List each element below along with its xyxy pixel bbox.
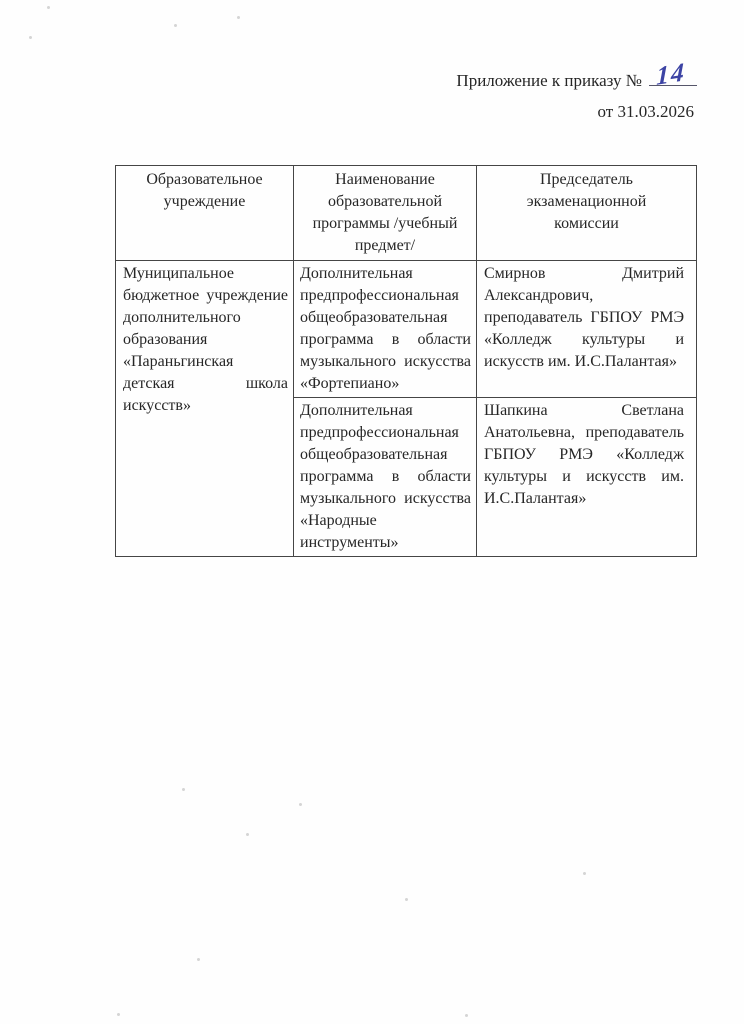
table-header-row bbox=[116, 166, 697, 261]
scan-speck bbox=[299, 803, 302, 806]
scan-speck bbox=[197, 958, 200, 961]
chair-cell: Смирнов Дмитрий Александрович, преподаватель ГБПОУ РМЭ «Колледж культуры и искусств им. И.С.Палантая» bbox=[477, 261, 697, 398]
header-program: Наименование образовательной программы /учебный предмет/ bbox=[294, 166, 477, 261]
chair-cell: Шапкина Светлана Анатольевна, преподаватель ГБПОУ РМЭ «Колледж культуры и искусств им. И.С.Палантая» bbox=[477, 398, 697, 557]
scan-speck bbox=[29, 36, 32, 39]
handwritten-order-number: 14 bbox=[655, 56, 687, 92]
scan-speck bbox=[246, 833, 249, 836]
order-date: от 31.03.2026 bbox=[597, 102, 694, 121]
header-institution: Образовательное учреждение bbox=[116, 166, 294, 261]
institution-cell: Муниципальное бюджетное учреждение дополнительного образования «Параньгинская детская школа искусств» bbox=[116, 261, 294, 557]
header-chair: Председатель экзаменационной комиссии bbox=[477, 166, 697, 261]
order-number-underline bbox=[649, 56, 697, 92]
scan-speck bbox=[405, 898, 408, 901]
appendix-label: Приложение к приказу № bbox=[456, 71, 642, 90]
scan-speck bbox=[465, 1014, 468, 1017]
exam-committee-table bbox=[115, 165, 697, 557]
program-cell: Дополнительная предпрофессиональная общеобразовательная программа в области музыкального искусства «Фортепиано» bbox=[294, 261, 477, 398]
scan-speck bbox=[174, 24, 177, 27]
appendix-line bbox=[456, 56, 697, 92]
scan-speck bbox=[117, 1013, 120, 1016]
scan-speck bbox=[182, 788, 185, 791]
scan-speck bbox=[47, 6, 50, 9]
program-cell: Дополнительная предпрофессиональная общеобразовательная программа в области музыкального искусства «Народные инструменты» bbox=[294, 398, 477, 557]
table-row bbox=[116, 261, 697, 398]
scan-speck bbox=[583, 872, 586, 875]
scan-speck bbox=[237, 16, 240, 19]
appendix-annotation bbox=[456, 56, 697, 123]
